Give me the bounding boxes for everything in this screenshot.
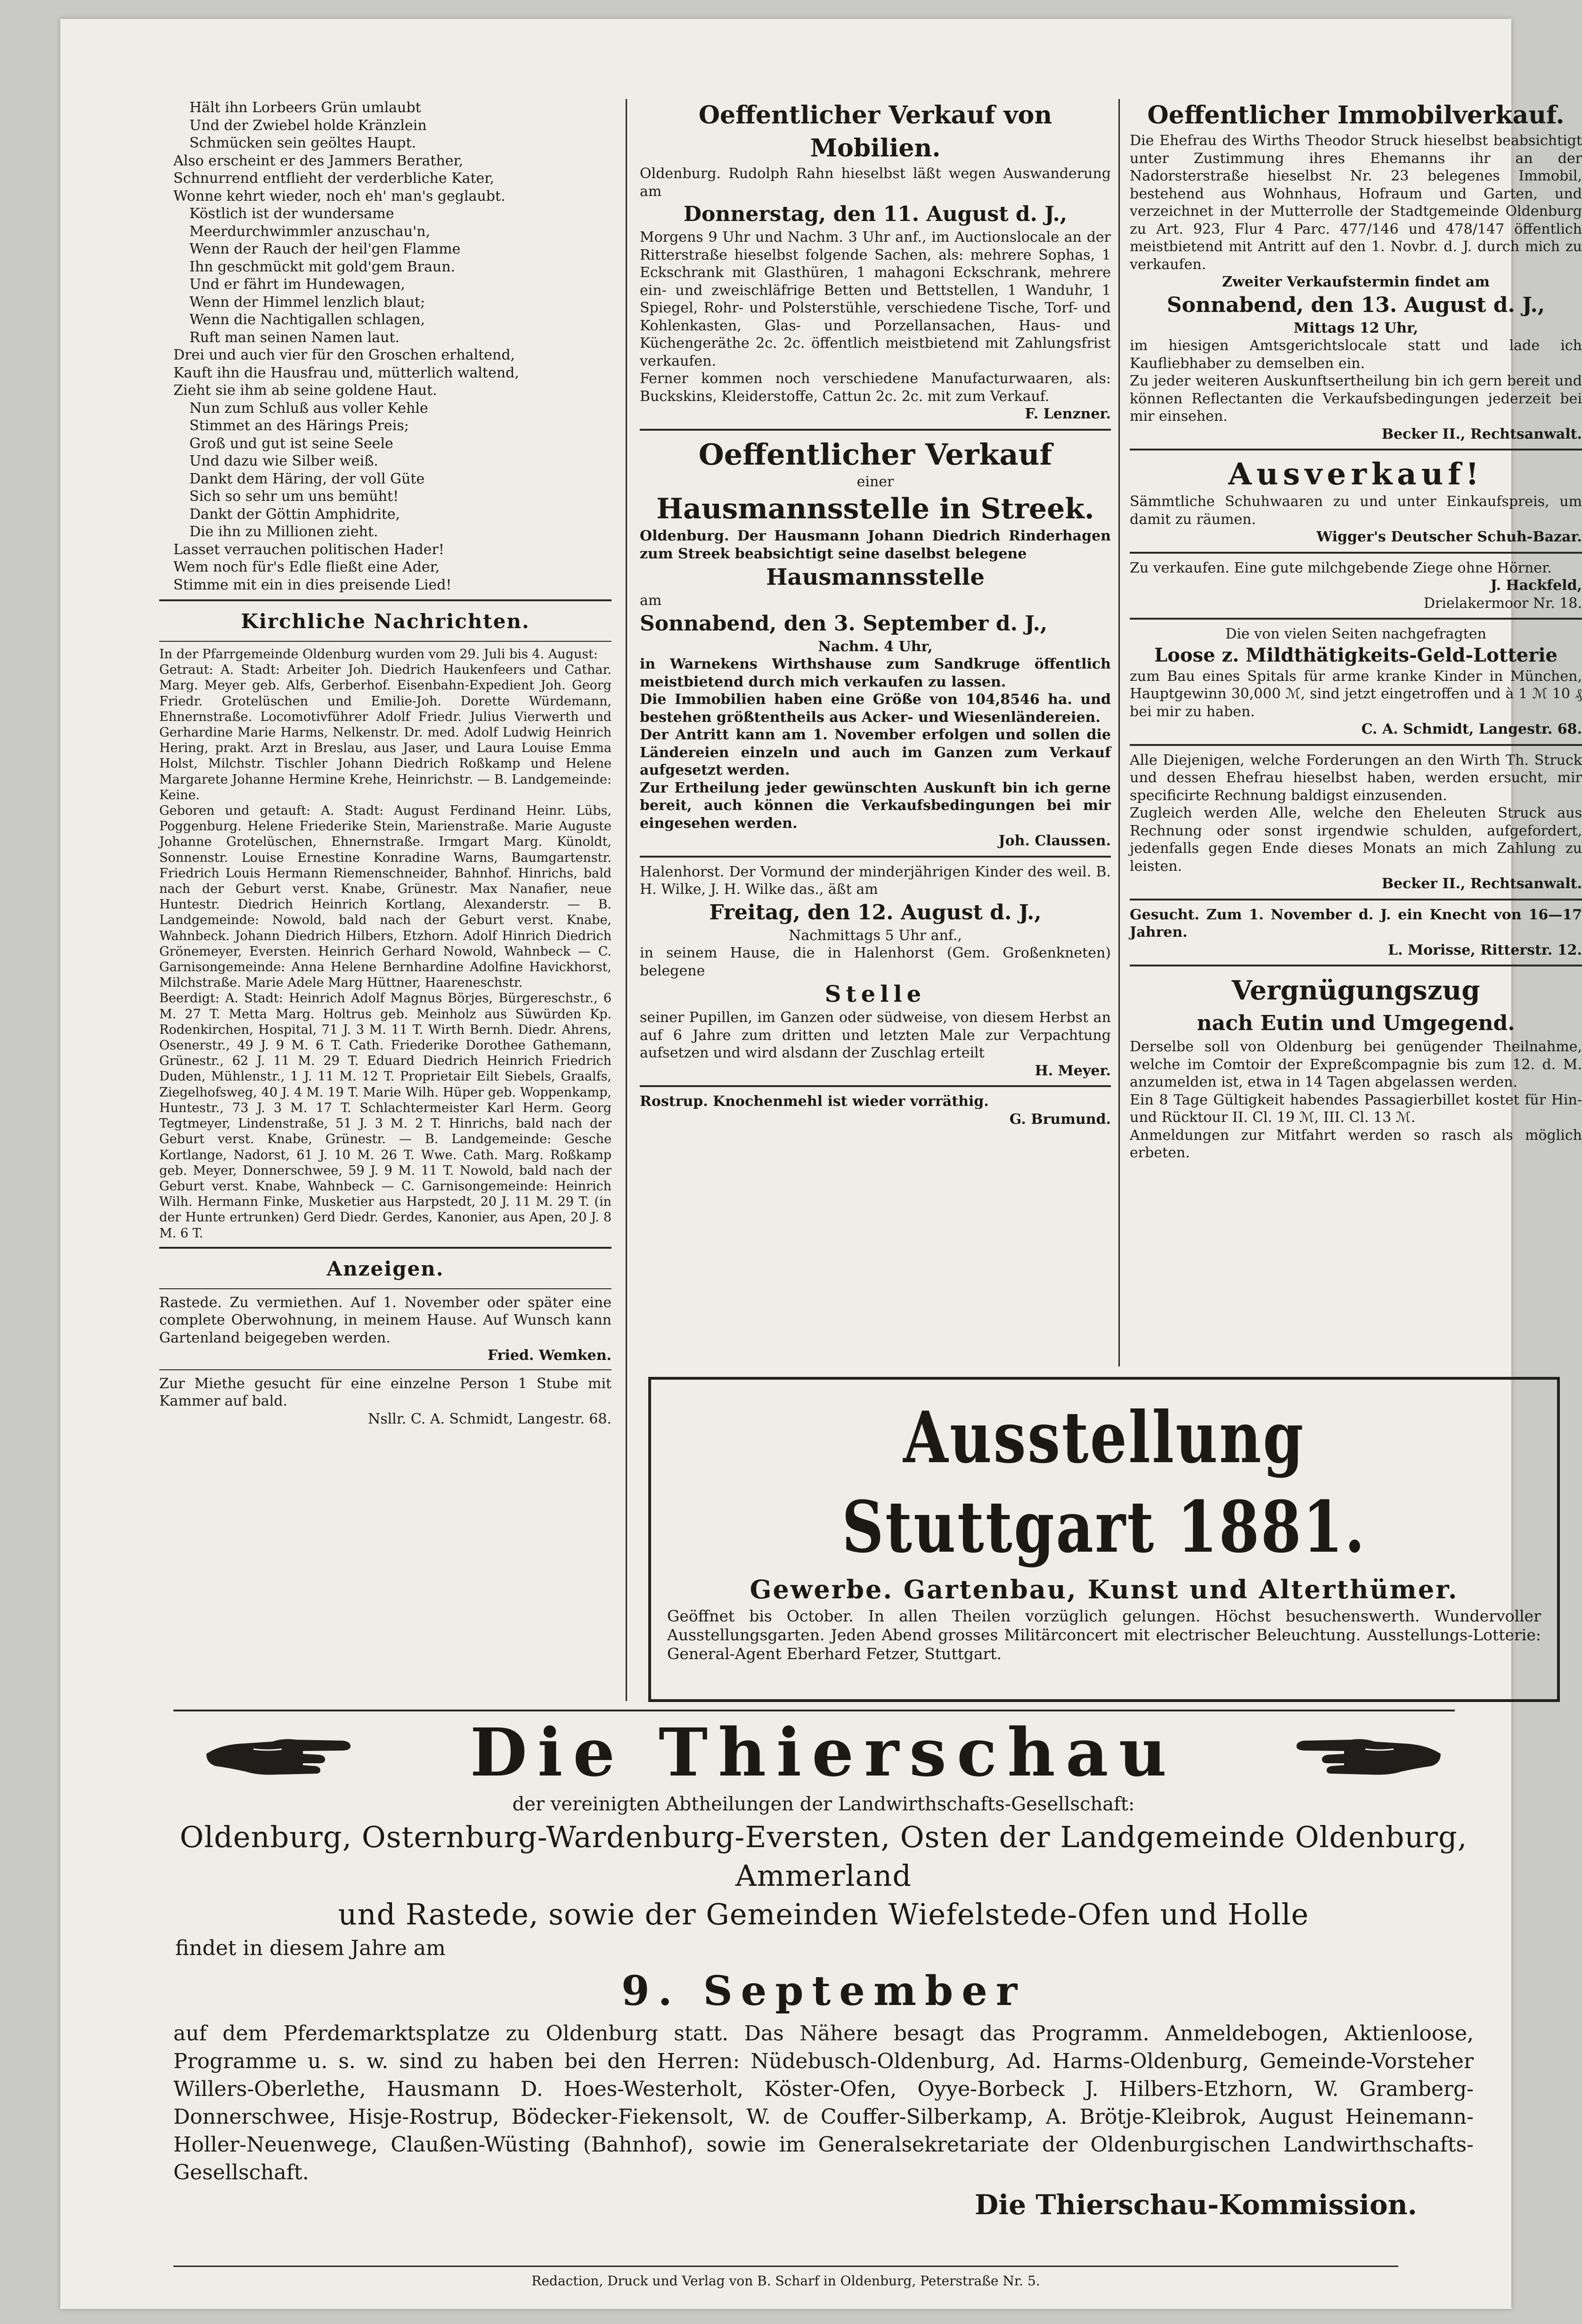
divider (159, 1369, 612, 1370)
hausmann-text2: Die Immobilien haben eine Größe von 104,8546 ha. und bestehen größtentheils aus Acker- und Wiesenländereien. (640, 691, 1111, 726)
forderungen-text: Alle Diejenigen, welche Forderungen an den Wirth Th. Struck und dessen Ehefrau hieselbst haben, werden ersucht, mir specificirte Rechnung baldigst einzusenden. (1130, 752, 1582, 804)
divider (1130, 618, 1582, 620)
poem-line: Ruft man seinen Namen laut. (189, 329, 400, 346)
stuttgart-subtitle: Gewerbe. Gartenbau, Kunst und Alterthümer. (750, 1574, 1459, 1604)
poem-line: Meerdurchwimmler anzuschau'n, (189, 223, 431, 240)
divider (159, 641, 612, 642)
thierschau-line4: findet in diesem Jahre am (175, 1936, 446, 1960)
poem-line: Dankt der Göttin Amphidrite, (189, 506, 400, 523)
pointing-hand-right-icon (1295, 1735, 1445, 1777)
divider (640, 429, 1111, 431)
stuttgart-ad-box (648, 1377, 1560, 1702)
thierschau-date: 9. September (621, 1967, 1026, 2015)
anzeigen-heading: Anzeigen. (326, 1257, 444, 1280)
halenhorst-date: Freitag, den 12. August d. J., (709, 900, 1042, 925)
hausmann-date: Sonnabend, den 3. September d. J., (640, 611, 1048, 636)
kirchliche-getraut: Getraut: A. Stadt: Arbeiter Joh. Diedrich Haukenfeers und Cathar. Marg. Meyer geb. Alfs, Gerberhof. Eisenbahn-Expedient Joh. Georg Friedr. Grotelüschen und Emilie-Joh. Dorette Würdemann, Ehnernstraße. Locomotivführer Adolf Friedr. Julius Vierwerth und Gerhardine Marie Harms, Nelkenstr. Dr. med. Adolf Ludwig Heinrich Hering, prakt. Arzt in Breslau, aus Jaser, und Laura Louise Emma Holst, Milchstr. Tischler Johann Diedrich Roßkamp und Helene Margarete Johanne Hermine Krehe, Heinrichstr. — B. Landgemeinde: Keine. (159, 663, 612, 802)
hausmann-intro: Oldenburg. Der Hausmann Johann Diedrich Rinderhagen zum Streek beabsichtigt seine daselbst belegene (640, 528, 1111, 562)
thierschau-line1: der vereinigten Abtheilungen der Landwirthschafts-Gesellschaft: (512, 1793, 1135, 1815)
halenhorst-signature: H. Meyer. (1035, 1062, 1111, 1079)
vergnuegung-text: Derselbe soll von Oldenburg bei genügender Theilnahme, welche im Comtoir der Expreßcompagnie bis zum 12. d. M. anzumelden ist, etwa in 14 Tagen abgelassen werden. (1130, 1039, 1582, 1090)
thierschau-title: Die Thierschau (470, 1714, 1177, 1792)
immobil-time: Mittags 12 Uhr, (1293, 319, 1419, 336)
ziege-text: Zu verkaufen. Eine gute milchgebende Ziege ohne Hörner. (1130, 559, 1552, 576)
mobilien-text: Morgens 9 Uhr und Nachm. 3 Uhr anf., im Auctionslocale an der Ritterstraße hieselbst folgende Sachen, als: mehrere Sophas, 1 Eckschrank mit Glasthüren, 1 mahagoni Eckschrank, mehrere ein- und zweischläfrige Betten und Bettstellen, 1 Wanduhr, 1 Spiegel, Rohr- und Polsterstühle, verschiedene Tische, Torf- und Kohlenkasten, Glas- und Porzellansachen, Haus- und Küchengeräthe 2c. 2c. öffentlich meistbietend mit Zahlungsfrist verkaufen. (640, 229, 1111, 369)
vergnuegung-text3: Anmeldungen zur Mitfahrt werden so rasch als möglich erbeten. (1130, 1127, 1582, 1161)
forderungen-signature: Becker II., Rechtsanwalt. (1381, 876, 1582, 892)
poem-line: Wenn die Nachtigallen schlagen, (189, 311, 425, 328)
poem-line: Wenn der Himmel lenzlich blaut; (189, 294, 425, 311)
divider (173, 1710, 1455, 1711)
loose-intro: Die von vielen Seiten nachgefragten (1225, 626, 1486, 642)
poem-line: Wenn der Rauch der heil'gen Flamme (189, 241, 461, 257)
thierschau-header (173, 1715, 1474, 1791)
mobilien-text2: Ferner kommen noch verschiedene Manufacturwaaren, als: Buckskins, Kleiderstoffe, Cattun 2c. 2c. mit zum Verkauf. (640, 370, 1111, 405)
divider (159, 599, 612, 601)
ziege-place: Drielakermoor Nr. 18. (1423, 595, 1582, 612)
immobil-text3: im hiesigen Amtsgerichtslocale statt und lade ich Kaufliebhaber zu demselben ein. (1130, 337, 1582, 372)
hausmann-einer: einer (856, 473, 894, 490)
poem-line: Die ihn zu Millionen zieht. (189, 524, 378, 540)
poem-line: Stimme mit ein in dies preisende Lied! (173, 576, 452, 593)
immobil-signature: Becker II., Rechtsanwalt. (1381, 426, 1582, 442)
loose-title: Loose z. Mildthätigkeits-Geld-Lotterie (1154, 644, 1558, 666)
gesucht-text: Gesucht. Zum 1. November d. J. ein Knecht von 16—17 Jahren. (1130, 906, 1582, 941)
hausmann-text4: Zur Ertheilung jeder gewünschten Auskunft bin ich gerne bereit, auch können die Verkaufsbedingungen bei mir eingesehen werden. (640, 779, 1111, 832)
poem-line: Sich so sehr um uns bemüht! (189, 488, 399, 505)
divider (1130, 744, 1582, 746)
poem-line: Und er fährt im Hundewagen, (189, 276, 405, 293)
hausmann-text3: Der Antritt kann am 1. November erfolgen und sollen die Ländereien einzeln und auch im Ganzen zum Verkauf aufgesetzt werden. (640, 727, 1111, 778)
immobil-text: Die Ehefrau des Wirths Theodor Struck hieselbst beabsichtigt unter Zustimmung ihres Ehemanns ihr an der Nadorsterstraße hieselbst Nr. 23 belegenes Immobil, bestehend aus Wohnhaus, Hofraum und Garten, und verzeichnet in der Mutterrolle der Stadtgemeinde Oldenburg zu Art. 923, Flur 4 Parc. 477/146 und 478/147 öffentlich meistbietend mit Antritt auf den 1. Novbr. d. J. durch mich zu verkaufen. (1130, 132, 1582, 273)
immobil-text4: Zu jeder weiteren Auskunftsertheilung bin ich gern bereit und können Reflectanten die Verkaufsbedingungen jederzeit bei mir einsehen. (1130, 373, 1582, 425)
hausmann-am: am (640, 592, 662, 609)
mobilien-intro: Oldenburg. Rudolph Rahn hieselbst läßt wegen Auswanderung am (640, 165, 1111, 200)
vergnuegung-text2: Ein 8 Tage Gültigkeit habendes Passagierbillet kostet für Hin- und Rücktour II. Cl. 19 ℳ, III. Cl. 13 ℳ. (1130, 1091, 1582, 1126)
poem-line: Zieht sie ihm ab seine goldene Haut. (173, 382, 437, 399)
poem-line: Wonne kehrt wieder, noch eh' man's geglaubt. (173, 188, 506, 205)
poem-line: Drei und auch vier für den Groschen erhaltend, (173, 347, 515, 363)
poem-line: Köstlich ist der wundersame (189, 205, 394, 222)
kirchliche-heading: Kirchliche Nachrichten. (241, 610, 530, 633)
divider (1130, 449, 1582, 450)
thierschau-announcement (173, 1715, 1474, 2248)
poem-line: Groß und gut ist seine Seele (189, 435, 393, 452)
thierschau-signature: Die Thierschau-Kommission. (974, 2189, 1417, 2221)
hausmann-signature: Joh. Claussen. (998, 833, 1111, 849)
mobilien-title: Oeffentlicher Verkauf von Mobilien. (698, 101, 1052, 163)
halenhorst-title: Stelle (824, 981, 926, 1007)
stuttgart-title: Ausstellung Stuttgart 1881. (841, 1396, 1367, 1569)
immobil-text2: Zweiter Verkaufstermin findet am (1222, 274, 1490, 290)
poem (159, 99, 612, 594)
vergnuegung-title2: nach Eutin und Umgegend. (1197, 1011, 1515, 1035)
halenhorst-intro: Halenhorst. Der Vormund der minderjährigen Kinder des weil. B. H. Wilke, J. H. Wilke das., äßt am (640, 863, 1111, 898)
poem-line: Und dazu wie Silber weiß. (189, 453, 378, 469)
ad-miethe-signature: Nsllr. C. A. Schmidt, Langestr. 68. (367, 1410, 612, 1427)
immobil-date: Sonnabend, den 13. August d. J., (1166, 293, 1545, 317)
ausverkauf-title: Ausverkauf! (1228, 457, 1484, 492)
divider (1130, 552, 1582, 554)
kirchliche-beerdigt: Beerdigt: A. Stadt: Heinrich Adolf Magnus Börjes, Bürgereschstr., 6 M. 27 T. Metta Marg. Holtrus geb. Meinholz aus Süwürden Kp. Rodenkirchen, Hospital, 71 J. 3 M. 11 T. Wirth Bernh. Diedr. Ahrens, Osenerstr., 49 J. 9 M. 6 T. Cath. Friederike Dorothee Gathemann, Grünestr., 62 J. 11 M. 29 T. Eduard Diedrich Heinrich Friedrich Duden, Mühlenstr., 1 J. 11 M. 12 T. Proprietair Eilt Siebels, Graalfs, Ziegelhofsweg, 40 J. 4 M. 19 T. Marie Wilh. Hüper geb. Woppenkamp, Huntestr., 73 J. 3 M. 17 T. Schlachtermeister Karl Herm. Georg Tegtmeyer, Lindenstraße, 51 J. 3 M. 2 T. Hinrichs, bald nach der Geburt verst. Knabe, Grünestr. — B. Landgemeinde: Gesche Kortlange, Nadorst, 61 J. 10 M. 26 T. Wwe. Cath. Marg. Roßkamp geb. Meyer, Donnerschwee, 59 J. 9 M. 11 T. Nowold, bald nach der Geburt verst. Knabe, Wahnbeck — C. Garnisongemeinde: Heinrich Wilh. Hermann Finke, Musketier aus Harpstedt, 20 J. 11 M. 29 T. (in der Hunte ertrunken) Gerd Diedr. Gerdes, Kanonier, aus Apen, 20 J. 8 M. 6 T. (159, 991, 612, 1241)
gesucht-signature: L. Morisse, Ritterstr. 12. (1388, 941, 1582, 958)
ad-rastede-signature: Fried. Wemken. (487, 1347, 612, 1364)
poem-line: Stimmet an des Härings Preis; (189, 417, 409, 434)
halenhorst-text: in seinem Hause, die in Halenhorst (Gem. Großenkneten) belegene (640, 945, 1111, 979)
mobilien-signature: F. Lenzner. (1025, 406, 1111, 422)
poem-line: Nun zum Schluß aus voller Kehle (189, 400, 428, 417)
divider (640, 856, 1111, 858)
poem-line: Schnurrend entflieht der verderbliche Kater, (173, 170, 494, 187)
poem-line: Schmücken sein geöltes Haupt. (189, 135, 416, 151)
ausverkauf-signature: Wigger's Deutscher Schuh-Bazar. (1316, 529, 1582, 545)
divider (1130, 899, 1582, 900)
halenhorst-text2: seiner Pupillen, im Ganzen oder südweise, von diesem Herbst an auf 6 Jahre zum dritten und letzten Male zur Verpachtung aufsetzen und wird alsdann der Zuschlag erteilt (640, 1009, 1111, 1061)
thierschau-line3: und Rastede, sowie der Gemeinden Wiefelstede-Ofen und Holle (338, 1897, 1309, 1931)
stuttgart-text: Geöffnet bis October. In allen Theilen vorzüglich gelungen. Höchst besuchenswerth. Wundervoller Ausstellungsgarten. Jeden Abend grosses Militärconcert mit electrischer Beleuchtung. Ausstellungs-Lotterie: General-Agent Eberhard Fetzer, Stuttgart. (667, 1607, 1541, 1663)
divider (640, 1085, 1111, 1087)
hausmann-time: Nachm. 4 Uhr, (818, 638, 933, 655)
column-middle (640, 99, 1111, 1367)
poem-line: Wem noch für's Edle fließt eine Ader, (173, 559, 440, 575)
ad-miethe-text: Zur Miethe gesucht für eine einzelne Person 1 Stube mit Kammer auf bald. (159, 1375, 612, 1410)
hausmann-title2: Hausmannsstelle in Streek. (656, 492, 1094, 525)
poem-line: Lasset verrauchen politischen Hader! (173, 541, 444, 558)
halenhorst-time: Nachmittags 5 Uhr anf., (789, 927, 962, 944)
hausmann-title: Oeffentlicher Verkauf (698, 437, 1052, 472)
column-rule (1118, 99, 1120, 1367)
page-footer: Redaction, Druck und Verlag von B. Scharf in Oldenburg, Peterstraße Nr. 5. (173, 2266, 1398, 2295)
vergnuegung-title: Vergnügungszug (1231, 975, 1480, 1006)
ad-rastede-text: Rastede. Zu vermiethen. Auf 1. November oder später eine complete Oberwohnung, in meinem Hause. Auf Wunsch kann Gartenland beigegeben werden. (159, 1294, 612, 1346)
hausmann-title3: Hausmannsstelle (766, 564, 985, 590)
immobil-title: Oeffentlicher Immobilverkauf. (1147, 101, 1565, 130)
loose-text: zum Bau eines Spitals für arme kranke Kinder in München, Hauptgewinn 30,000 ℳ, sind jetzt eingetroffen und à 1 ℳ 10 ₰ bei mir zu haben. (1130, 668, 1582, 720)
kirchliche-intro: In der Pfarrgemeinde Oldenburg wurden vom 29. Juli bis 4. August: (159, 647, 598, 662)
column-right (1130, 99, 1582, 1367)
ausverkauf-text: Sämmtliche Schuhwaaren zu und unter Einkaufspreis, um damit zu räumen. (1130, 493, 1582, 528)
poem-line: Ihn geschmückt mit gold'gem Braun. (189, 258, 456, 275)
poem-line: Und der Zwiebel holde Kränzlein (189, 117, 427, 134)
column-left (159, 99, 612, 1696)
thierschau-body: auf dem Pferdemarktsplatze zu Oldenburg statt. Das Nähere besagt das Programm. Anmeldebogen, Aktienloose, Programme u. s. w. sind zu haben bei den Herren: Nüdebusch-Oldenburg, Ad. Harms-Oldenburg, Gemeinde-Vorsteher Willers-Oberlethe, Hausmann D. Hoes-Westerholt, Köster-Ofen, Oyye-Borbeck J. Hilbers-Etzhorn, W. Gramberg-Donnerschwee, Hisje-Rostrup, Bödecker-Fiekensolt, W. de Couffer-Silberkamp, A. Brötje-Kleibrok, August Heinemann-Holler-Neuenwege, Claußen-Wüsting (Bahnhof), sowie im Generalsekretariate der Oldenburgischen Landwirthschafts-Gesellschaft. (173, 2021, 1474, 2185)
kirchliche-geboren: Geboren und getauft: A. Stadt: August Ferdinand Heinr. Lübs, Poggenburg. Helene Friederike Stein, Marienstraße. Marie Auguste Johanne Grotelüschen, Ehnernstraße. Irmgart Marg. Künoldt, Sonnenstr. Louise Ernestine Konradine Warns, Baumgartenstr. Friedrich Louis Hermann Riemenschneider, Bahnhof. Hinrichs, bald nach der Geburt verst. Knabe, Grünestr. Max Nanafier, neue Huntestr. Diedrich Heinrich Kortlang, Alexanderstr. — B. Landgemeinde: Nowold, bald nach der Geburt verst. Knabe, Wahnbeck. Johann Diedrich Hilbers, Etzhorn. Adolf Hinrich Diedrich Grönemeyer, Eversten. Heinrich Gerhard Nowold, Wahnbeck — C. Garnisongemeinde: Anna Helene Bernhardine Adolfine Havickhorst, Milchstraße. Marie Adele Marg Hüttner, Haareneschstr. (159, 803, 612, 990)
loose-signature: C. A. Schmidt, Langestr. 68. (1361, 721, 1582, 737)
divider (159, 1247, 612, 1249)
mobilien-date: Donnerstag, den 11. August d. J., (683, 202, 1068, 226)
newspaper-page (60, 19, 1582, 2309)
forderungen-text2: Zugleich werden Alle, welche den Eheleuten Struck aus Rechnung oder sonst irgendwie schulden, aufgefordert, jedenfalls gegen Ende dieses Monats an mich Zahlung zu leisten. (1130, 805, 1582, 875)
poem-line: Hält ihn Lorbeers Grün umlaubt (189, 99, 421, 116)
poem-line: Dankt dem Häring, der voll Güte (189, 470, 425, 487)
divider (1130, 965, 1582, 966)
divider (159, 1288, 612, 1289)
column-rule (626, 99, 627, 1701)
hausmann-text: in Warnekens Wirthshause zum Sandkruge öffentlich meistbietend durch mich verkaufen zu lassen. (640, 656, 1111, 690)
thierschau-line2: Oldenburg, Osternburg-Wardenburg-Eversten, Osten der Landgemeinde Oldenburg, Ammerland (179, 1820, 1468, 1893)
rostrup-text: Rostrup. Knochenmehl ist wieder vorräthig. (640, 1093, 989, 1110)
poem-line: Also erscheint er des Jammers Berather, (173, 152, 464, 169)
ziege-signature: J. Hackfeld, (1490, 577, 1582, 594)
rostrup-signature: G. Brumund. (1009, 1111, 1111, 1128)
poem-line: Kauft ihn die Hausfrau und, mütterlich waltend, (173, 364, 519, 381)
